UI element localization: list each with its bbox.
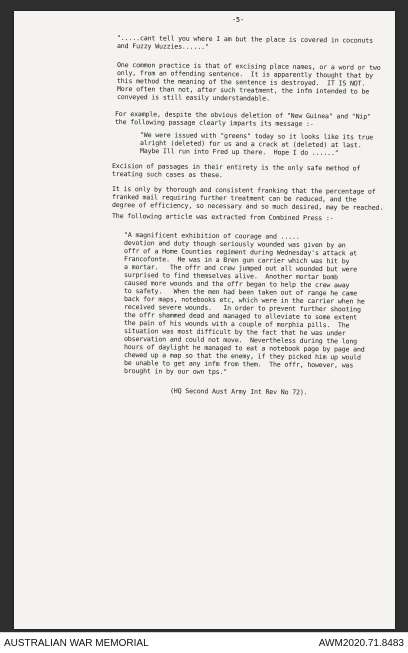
text-line: conveyed is still easily understandable.: [116, 93, 270, 103]
text-line: surprised to find themselves alive. Another mortar bomb: [123, 271, 338, 282]
text-line: the offr shammed dead and managed to alleviate to some extent: [123, 311, 358, 322]
text-line: chewed up a map so that the enemy, if they picked him up would: [123, 351, 361, 362]
text-line: the pain of his wounds with a couple of morphia pills. The: [123, 319, 350, 330]
text-line: observation and could not move. Nevertheless during the long: [123, 335, 358, 346]
source-citation: (HQ Second Aust Army Int Rev No 72).: [169, 387, 308, 397]
institution-name: AUSTRALIAN WAR MEMORIAL: [4, 637, 149, 649]
text-line: The following article was extracted from Combined Press :-: [111, 212, 334, 223]
text-line: only, from an offending sentence. It is apparently thought that by: [116, 69, 373, 80]
text-line: For example, despite the obvious deletion of "New Guinea" and "Nip": [114, 110, 371, 121]
reference-id: AWM2020.71.8483: [318, 637, 404, 649]
text-line: received severe wounds. In order to prevent further shooting: [123, 303, 361, 314]
text-line: brought in by our own tps.": [123, 367, 228, 377]
text-line: be unable to get any infm from them. The offr, however, was: [123, 359, 354, 370]
text-line: a mortar. The offr and crew jumped out all wounded but were: [123, 263, 358, 274]
text-line: caused more wounds and the offr began to help the crew away: [123, 279, 350, 290]
text-line: the following passage clearly imparts its message :-: [114, 118, 314, 129]
text-line: treating such cases as these.: [111, 170, 223, 180]
text-line: It is only by thorough and consistent franking that the percentage of: [111, 185, 376, 196]
text-line: Francofonte. He was in a Bren gun carrier which was hit by: [123, 255, 350, 266]
text-line: "A magnificent exhibition of courage and .....: [123, 231, 300, 241]
text-line: this method the meaning of the sentence is destroyed. IT IS NOT.: [116, 77, 366, 88]
text-line: More often than not, after such treatment, the infm intended to be: [116, 85, 370, 96]
text-line: offr of a Home Counties regiment during Wednesday's attack at: [123, 247, 358, 258]
text-line: franked mail requiring further treatment can be reduced, and the: [111, 193, 357, 204]
page-number: -5-: [232, 16, 244, 24]
text-line: devotion and duty though seriously wounded was given by an: [123, 239, 346, 250]
text-line: degree of efficiency, so necessary and so much desired, may be reached.: [111, 201, 384, 212]
text-line: ".....cant tell you where I am but the place is covered in coconuts: [116, 34, 373, 45]
text-line: "We were issued with "greens" today so it looks like its true: [139, 131, 374, 142]
text-line: One common practice is that of excising place names, or a word or two: [116, 61, 381, 72]
text-line: hours of daylight he managed to eat a notebook page by page and: [123, 343, 365, 354]
text-line: alright (deleted) for us and a crack at (deleted) at last.: [139, 139, 362, 150]
text-line: Maybe Ill run into Fred up there. Hope I do ......": [139, 147, 339, 158]
document-page: [14, 11, 395, 629]
text-line: Excision of passages in their entirety is the only safe method of: [111, 162, 361, 173]
archive-footer: [0, 632, 408, 653]
text-line: back for maps, notebooks etc, which were in the carrier when he: [123, 295, 365, 306]
text-line: to safety. When the men had been taken out of range he came: [123, 287, 358, 298]
text-line: situation was most difficult by the fact that he was under: [123, 327, 346, 338]
text-line: and Fuzzy Wuzzies......": [116, 42, 209, 51]
